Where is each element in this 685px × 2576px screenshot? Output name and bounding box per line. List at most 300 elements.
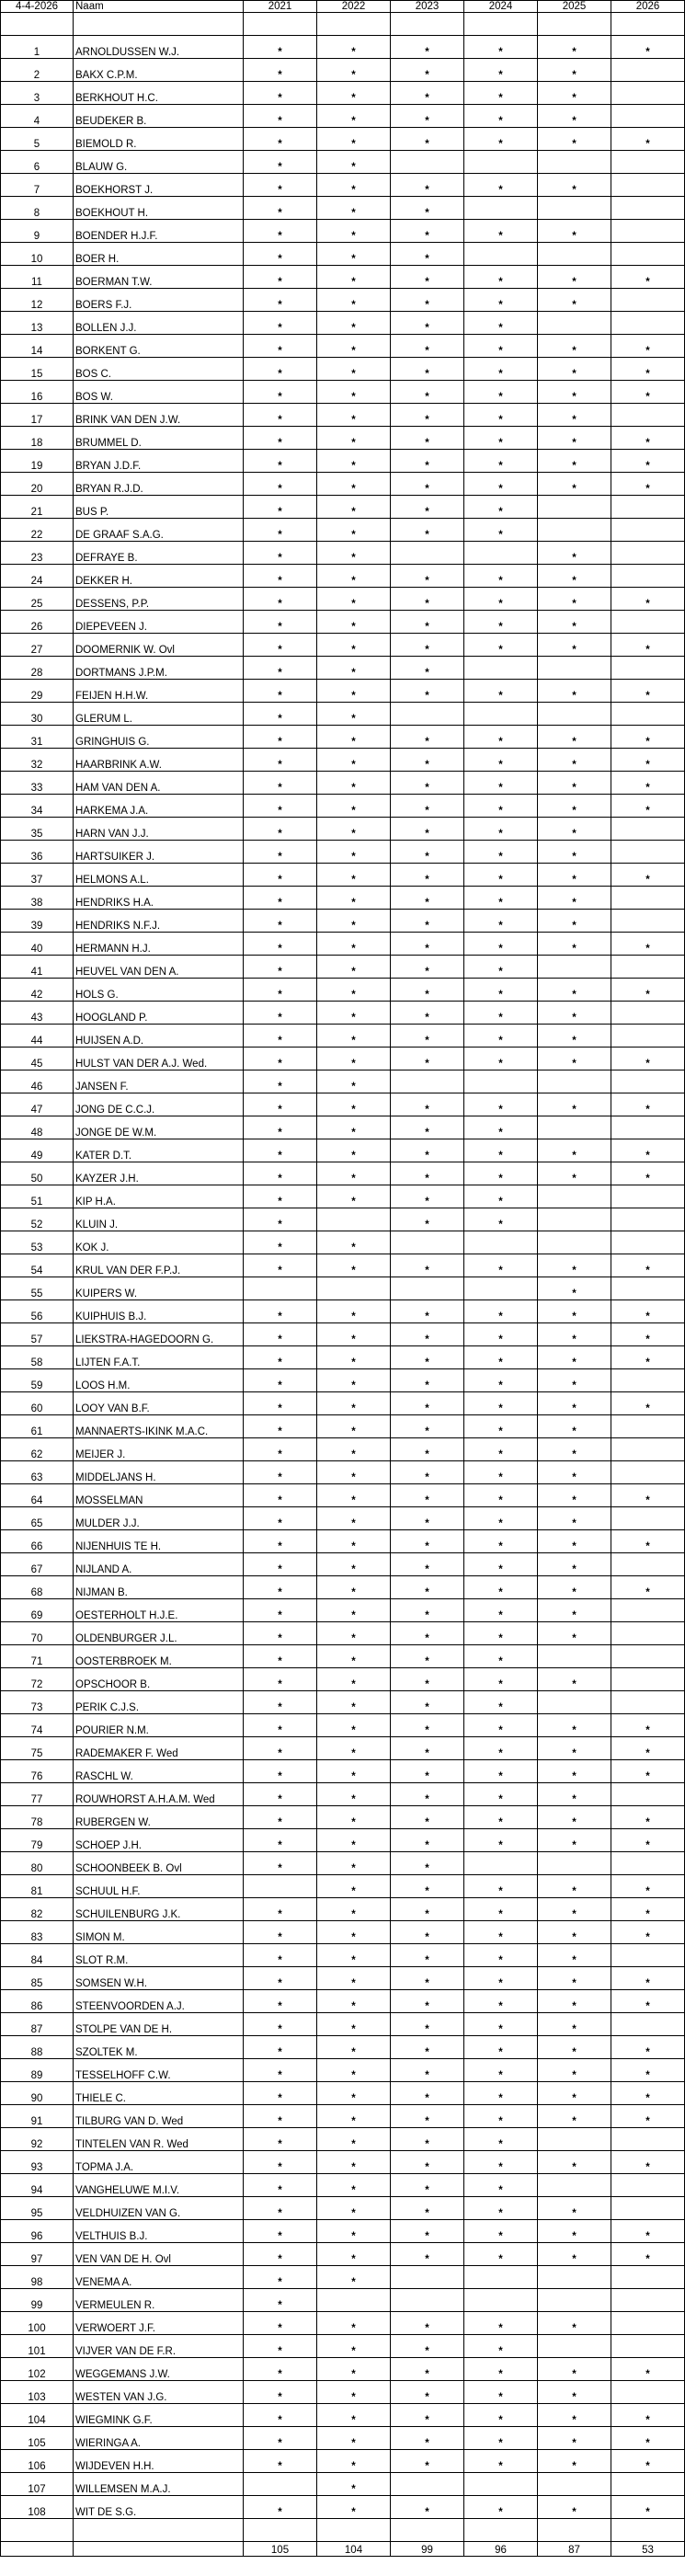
- year-mark: *: [244, 956, 317, 979]
- year-mark: *: [464, 1162, 538, 1185]
- year-mark: *: [391, 2335, 464, 2358]
- table-row: [1, 2381, 685, 2404]
- year-mark: *: [244, 1231, 317, 1254]
- year-mark: *: [538, 381, 611, 404]
- table-row: [1, 1185, 685, 1208]
- year-mark: *: [317, 1093, 391, 1116]
- member-name: KRUL VAN DER F.P.J.: [74, 1254, 244, 1277]
- row-number: 66: [1, 1530, 74, 1553]
- year-empty: [611, 1691, 685, 1714]
- year-mark: *: [244, 335, 317, 358]
- table-row: [1, 657, 685, 680]
- year-mark: *: [464, 1002, 538, 1025]
- table-row: [1, 1622, 685, 1645]
- year-mark: *: [317, 1530, 391, 1553]
- year-empty: [611, 703, 685, 726]
- year-mark: *: [317, 2335, 391, 2358]
- year-mark: *: [611, 795, 685, 818]
- year-empty: [538, 519, 611, 542]
- table-row: [1, 2335, 685, 2358]
- year-mark: *: [611, 266, 685, 289]
- year-mark: *: [317, 2105, 391, 2128]
- year-mark: *: [464, 2059, 538, 2082]
- year-mark: *: [317, 588, 391, 611]
- year-mark: *: [244, 2289, 317, 2312]
- table-row: [1, 2312, 685, 2335]
- year-empty: [611, 496, 685, 519]
- year-mark: *: [464, 2381, 538, 2404]
- year-total: 104: [317, 2542, 391, 2557]
- year-mark: *: [244, 703, 317, 726]
- year-mark: *: [538, 220, 611, 243]
- year-mark: *: [391, 381, 464, 404]
- table-row: [1, 220, 685, 243]
- row-number: 63: [1, 1461, 74, 1484]
- year-mark: *: [244, 1162, 317, 1185]
- row-number: 80: [1, 1852, 74, 1875]
- year-mark: *: [244, 1323, 317, 1346]
- year-mark: *: [464, 910, 538, 933]
- year-mark: *: [244, 1714, 317, 1737]
- year-mark: *: [464, 772, 538, 795]
- table-row: [1, 1231, 685, 1254]
- year-mark: *: [464, 427, 538, 450]
- year-mark: *: [317, 1783, 391, 1806]
- table-row: [1, 933, 685, 956]
- year-empty: [538, 243, 611, 266]
- year-mark: *: [317, 1070, 391, 1093]
- year-mark: *: [538, 335, 611, 358]
- member-name: JONGE DE W.M.: [74, 1116, 244, 1139]
- year-mark: *: [244, 496, 317, 519]
- table-row: [1, 1277, 685, 1300]
- table-row: [1, 979, 685, 1002]
- member-name: BAKX C.P.M.: [74, 59, 244, 82]
- year-mark: *: [244, 1645, 317, 1668]
- blank-cell: [244, 13, 317, 36]
- member-name: BOERMAN T.W.: [74, 266, 244, 289]
- member-name: SCHOONBEEK B. Ovl: [74, 1852, 244, 1875]
- table-row: [1, 289, 685, 312]
- year-empty: [611, 1668, 685, 1691]
- table-row: [1, 634, 685, 657]
- year-mark: *: [244, 1898, 317, 1921]
- year-mark: *: [317, 519, 391, 542]
- year-mark: *: [317, 1231, 391, 1254]
- year-mark: *: [317, 496, 391, 519]
- member-name: TOPMA J.A.: [74, 2151, 244, 2174]
- member-name: BEUDEKER B.: [74, 105, 244, 128]
- year-mark: *: [464, 1323, 538, 1346]
- year-mark: *: [538, 1323, 611, 1346]
- blank-cell: [464, 2519, 538, 2542]
- year-mark: *: [391, 1530, 464, 1553]
- year-mark: *: [391, 2450, 464, 2473]
- year-mark: *: [391, 2358, 464, 2381]
- row-number: 57: [1, 1323, 74, 1346]
- year-mark: *: [317, 772, 391, 795]
- year-mark: *: [317, 1714, 391, 1737]
- year-mark: *: [464, 565, 538, 588]
- year-mark: *: [464, 864, 538, 887]
- year-mark: *: [317, 1737, 391, 1760]
- year-mark: *: [244, 2243, 317, 2266]
- year-mark: *: [611, 128, 685, 151]
- member-name: SCHUUL H.F.: [74, 1875, 244, 1898]
- year-mark: *: [244, 2312, 317, 2335]
- year-mark: *: [317, 197, 391, 220]
- member-name: DORTMANS J.P.M.: [74, 657, 244, 680]
- row-number: 94: [1, 2174, 74, 2197]
- table-row: [1, 1254, 685, 1277]
- member-name: BIEMOLD R.: [74, 128, 244, 151]
- year-mark: *: [538, 1507, 611, 1530]
- row-number: 19: [1, 450, 74, 473]
- year-mark: *: [538, 1622, 611, 1645]
- member-name: LIEKSTRA-HAGEDOORN G.: [74, 1323, 244, 1346]
- year-mark: *: [391, 933, 464, 956]
- blank-cell: [391, 2519, 464, 2542]
- year-mark: *: [538, 2312, 611, 2335]
- year-mark: *: [244, 1139, 317, 1162]
- year-mark: *: [317, 2013, 391, 2036]
- year-mark: *: [244, 2151, 317, 2174]
- year-mark: *: [611, 2243, 685, 2266]
- year-mark: *: [244, 910, 317, 933]
- year-mark: *: [464, 128, 538, 151]
- table-row: [1, 565, 685, 588]
- year-mark: *: [244, 105, 317, 128]
- row-number: 38: [1, 887, 74, 910]
- year-mark: *: [391, 818, 464, 841]
- row-number: 45: [1, 1048, 74, 1070]
- year-mark: *: [391, 1852, 464, 1875]
- year-mark: *: [391, 1002, 464, 1025]
- year-mark: *: [244, 1553, 317, 1576]
- row-number: 28: [1, 657, 74, 680]
- year-mark: *: [391, 1415, 464, 1438]
- table-row: [1, 726, 685, 749]
- year-mark: *: [317, 2473, 391, 2496]
- row-number: 11: [1, 266, 74, 289]
- year-mark: *: [244, 1300, 317, 1323]
- year-mark: *: [611, 1921, 685, 1944]
- year-mark: *: [244, 2358, 317, 2381]
- year-mark: *: [611, 1254, 685, 1277]
- table-row: [1, 335, 685, 358]
- year-empty: [611, 1944, 685, 1967]
- year-mark: *: [244, 1806, 317, 1829]
- row-number: 64: [1, 1484, 74, 1507]
- row-number: 44: [1, 1025, 74, 1048]
- member-name: MANNAERTS-IKINK M.A.C.: [74, 1415, 244, 1438]
- table-row: [1, 588, 685, 611]
- row-number: 1: [1, 36, 74, 59]
- year-mark: *: [391, 1829, 464, 1852]
- table-row: [1, 749, 685, 772]
- table-row: [1, 1553, 685, 1576]
- table-row: [1, 1093, 685, 1116]
- year-mark: *: [611, 634, 685, 657]
- table-row: [1, 1139, 685, 1162]
- year-mark: *: [317, 910, 391, 933]
- year-empty: [538, 703, 611, 726]
- table-row: [1, 1116, 685, 1139]
- row-number: 15: [1, 358, 74, 381]
- table-row: [1, 1415, 685, 1438]
- blank-cell: [538, 13, 611, 36]
- year-mark: *: [317, 2128, 391, 2151]
- year-mark: *: [464, 1714, 538, 1737]
- table-row: [1, 266, 685, 289]
- year-mark: *: [244, 887, 317, 910]
- year-empty: [538, 2174, 611, 2197]
- year-mark: *: [611, 588, 685, 611]
- year-mark: *: [391, 1599, 464, 1622]
- row-number: 76: [1, 1760, 74, 1783]
- year-mark: *: [464, 2105, 538, 2128]
- year-mark: *: [391, 1553, 464, 1576]
- year-mark: *: [464, 1944, 538, 1967]
- row-number: 99: [1, 2289, 74, 2312]
- year-mark: *: [391, 36, 464, 59]
- year-mark: *: [464, 1507, 538, 1530]
- member-name: DEFRAYE B.: [74, 542, 244, 565]
- table-row: [1, 2496, 685, 2519]
- year-mark: *: [244, 979, 317, 1002]
- year-mark: *: [391, 1369, 464, 1392]
- member-name: WILLEMSEN M.A.J.: [74, 2473, 244, 2496]
- year-mark: *: [611, 1829, 685, 1852]
- year-mark: *: [391, 289, 464, 312]
- row-number: 102: [1, 2358, 74, 2381]
- member-name: BOER H.: [74, 243, 244, 266]
- year-mark: *: [317, 1415, 391, 1438]
- year-mark: *: [464, 335, 538, 358]
- year-mark: *: [464, 1093, 538, 1116]
- year-mark: *: [244, 312, 317, 335]
- header-year: 2024: [464, 1, 538, 13]
- table-row: [1, 1990, 685, 2013]
- year-mark: *: [391, 2128, 464, 2151]
- table-row: [1, 1002, 685, 1025]
- year-empty: [538, 1185, 611, 1208]
- table-row: [1, 2450, 685, 2473]
- row-number: 75: [1, 1737, 74, 1760]
- year-mark: *: [317, 358, 391, 381]
- member-name: RADEMAKER F. Wed: [74, 1737, 244, 1760]
- year-mark: *: [538, 1737, 611, 1760]
- year-empty: [538, 2473, 611, 2496]
- year-mark: *: [538, 2243, 611, 2266]
- year-mark: *: [244, 1048, 317, 1070]
- year-mark: *: [391, 726, 464, 749]
- year-mark: *: [538, 2496, 611, 2519]
- table-row: [1, 151, 685, 174]
- year-mark: *: [317, 1484, 391, 1507]
- member-name: GLERUM L.: [74, 703, 244, 726]
- table-row: [1, 450, 685, 473]
- year-empty: [244, 2473, 317, 2496]
- table-row: [1, 1346, 685, 1369]
- member-name: HARTSUIKER J.: [74, 841, 244, 864]
- year-mark: *: [317, 82, 391, 105]
- year-mark: *: [317, 128, 391, 151]
- year-mark: *: [464, 1622, 538, 1645]
- year-mark: *: [464, 1461, 538, 1484]
- year-mark: *: [611, 1392, 685, 1415]
- year-mark: *: [538, 82, 611, 105]
- row-number: 67: [1, 1553, 74, 1576]
- year-mark: *: [244, 1990, 317, 2013]
- year-mark: *: [611, 1323, 685, 1346]
- member-name: TESSELHOFF C.W.: [74, 2059, 244, 2082]
- row-number: 81: [1, 1875, 74, 1898]
- member-name: OPSCHOOR B.: [74, 1668, 244, 1691]
- table-row: [1, 1070, 685, 1093]
- row-number: 41: [1, 956, 74, 979]
- row-number: 85: [1, 1967, 74, 1990]
- year-mark: *: [538, 565, 611, 588]
- member-name: SOMSEN W.H.: [74, 1967, 244, 1990]
- blank-row: [1, 13, 685, 36]
- year-mark: *: [391, 2496, 464, 2519]
- year-mark: *: [464, 1829, 538, 1852]
- member-name: HOLS G.: [74, 979, 244, 1002]
- year-mark: *: [244, 864, 317, 887]
- year-mark: *: [538, 1829, 611, 1852]
- year-mark: *: [244, 2036, 317, 2059]
- table-row: [1, 59, 685, 82]
- year-empty: [611, 1231, 685, 1254]
- year-mark: *: [538, 1002, 611, 1025]
- row-number: 88: [1, 2036, 74, 2059]
- year-empty: [611, 2381, 685, 2404]
- year-total: 99: [391, 2542, 464, 2557]
- year-mark: *: [611, 1346, 685, 1369]
- year-mark: *: [244, 2013, 317, 2036]
- year-empty: [611, 565, 685, 588]
- year-mark: *: [464, 473, 538, 496]
- year-mark: *: [538, 2381, 611, 2404]
- member-name: HOOGLAND P.: [74, 1002, 244, 1025]
- year-mark: *: [538, 1346, 611, 1369]
- year-empty: [464, 1070, 538, 1093]
- year-mark: *: [391, 2174, 464, 2197]
- table-row: [1, 1760, 685, 1783]
- member-name: THIELE C.: [74, 2082, 244, 2105]
- year-mark: *: [464, 1346, 538, 1369]
- year-mark: *: [244, 611, 317, 634]
- row-number: 89: [1, 2059, 74, 2082]
- row-number: 33: [1, 772, 74, 795]
- year-mark: *: [391, 864, 464, 887]
- year-mark: *: [317, 289, 391, 312]
- year-mark: *: [244, 243, 317, 266]
- year-mark: *: [244, 2059, 317, 2082]
- row-number: 13: [1, 312, 74, 335]
- table-row: [1, 2427, 685, 2450]
- year-empty: [538, 2266, 611, 2289]
- year-mark: *: [538, 611, 611, 634]
- member-name: KUIPERS W.: [74, 1277, 244, 1300]
- year-empty: [464, 2473, 538, 2496]
- table-row: [1, 1507, 685, 1530]
- year-mark: *: [538, 450, 611, 473]
- year-mark: *: [464, 1392, 538, 1415]
- year-mark: *: [538, 1300, 611, 1323]
- year-mark: *: [391, 1300, 464, 1323]
- year-mark: *: [317, 749, 391, 772]
- member-name: OLDENBURGER J.L.: [74, 1622, 244, 1645]
- year-empty: [611, 1461, 685, 1484]
- header-year: 2022: [317, 1, 391, 13]
- year-mark: *: [464, 2151, 538, 2174]
- row-number: 21: [1, 496, 74, 519]
- year-mark: *: [391, 1898, 464, 1921]
- year-mark: *: [317, 1898, 391, 1921]
- year-empty: [611, 197, 685, 220]
- table-row: [1, 2266, 685, 2289]
- year-empty: [611, 1507, 685, 1530]
- year-total: 53: [611, 2542, 685, 2557]
- year-mark: *: [317, 542, 391, 565]
- row-number: 60: [1, 1392, 74, 1415]
- table-row: [1, 2059, 685, 2082]
- year-mark: *: [317, 2381, 391, 2404]
- year-mark: *: [317, 2243, 391, 2266]
- year-mark: *: [391, 1760, 464, 1783]
- year-mark: *: [538, 1530, 611, 1553]
- table-row: [1, 2174, 685, 2197]
- year-empty: [538, 1691, 611, 1714]
- row-number: 77: [1, 1783, 74, 1806]
- row-number: 92: [1, 2128, 74, 2151]
- year-mark: *: [244, 749, 317, 772]
- year-empty: [611, 887, 685, 910]
- year-empty: [611, 818, 685, 841]
- year-mark: *: [391, 1806, 464, 1829]
- year-mark: *: [244, 1208, 317, 1231]
- year-empty: [611, 2197, 685, 2220]
- year-mark: *: [391, 128, 464, 151]
- year-mark: *: [464, 82, 538, 105]
- year-mark: *: [538, 1139, 611, 1162]
- year-mark: *: [611, 1967, 685, 1990]
- year-mark: *: [391, 358, 464, 381]
- row-number: 74: [1, 1714, 74, 1737]
- year-mark: *: [464, 1967, 538, 1990]
- year-mark: *: [464, 1783, 538, 1806]
- member-name: LOOS H.M.: [74, 1369, 244, 1392]
- table-row: [1, 2289, 685, 2312]
- member-name: BORKENT G.: [74, 335, 244, 358]
- row-number: 43: [1, 1002, 74, 1025]
- row-number: 97: [1, 2243, 74, 2266]
- year-mark: *: [538, 473, 611, 496]
- header-date: 4-4-2026: [1, 1, 74, 13]
- member-name: BERKHOUT H.C.: [74, 82, 244, 105]
- year-mark: *: [317, 956, 391, 979]
- member-name: FEIJEN H.H.W.: [74, 680, 244, 703]
- row-number: 55: [1, 1277, 74, 1300]
- year-mark: *: [538, 1944, 611, 1967]
- year-mark: *: [317, 1392, 391, 1415]
- row-number: 24: [1, 565, 74, 588]
- year-empty: [611, 2473, 685, 2496]
- member-name: NIJMAN B.: [74, 1576, 244, 1599]
- row-number: 10: [1, 243, 74, 266]
